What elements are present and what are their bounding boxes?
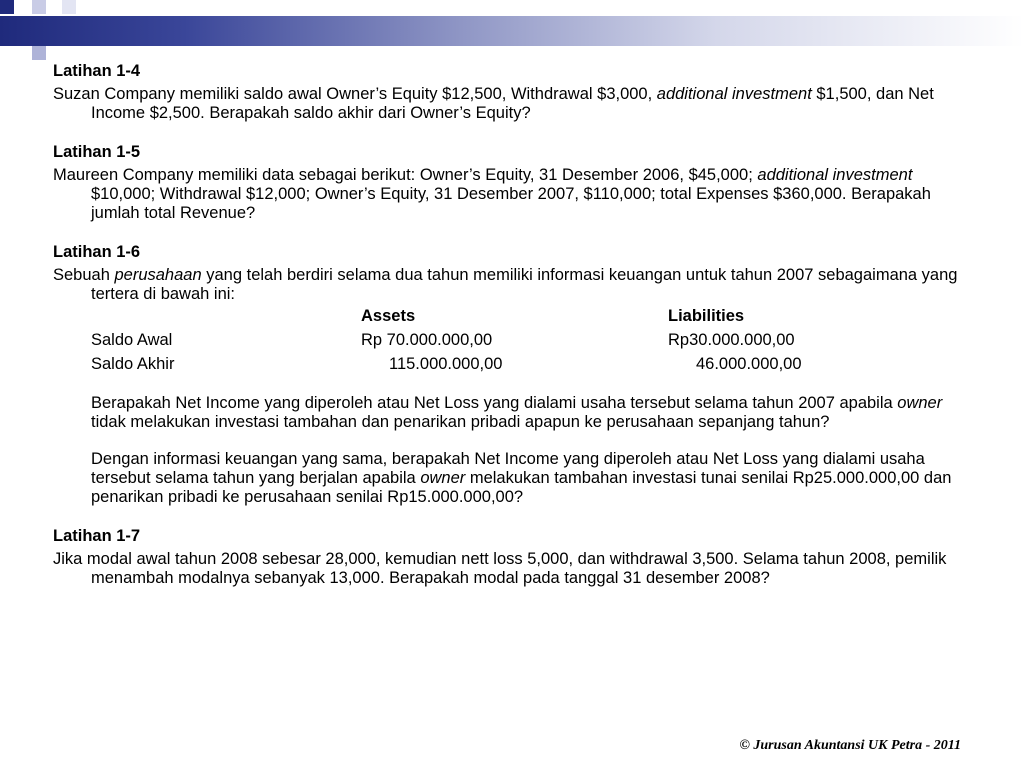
question-text	[53, 450, 963, 507]
text-part: Maureen Company memiliki data sebagai berikut: Owner’s Equity, 31 Desember 2006, $45,000;	[53, 166, 758, 184]
table-row	[91, 328, 868, 352]
header-gradient-bar	[0, 16, 1024, 46]
text-part: melakukan tambahan investasi tunai senilai Rp25.000.000,00 dan penarikan pribadi ke perusahaan senilai Rp15.000.000,00?	[91, 469, 952, 506]
column-header-liabilities: Liabilities	[668, 306, 745, 325]
text-part: tidak melakukan investasi tambahan dan penarikan pribadi apapun ke perusahaan sepanjang tahun?	[91, 413, 830, 431]
section-title: Latihan 1-5	[53, 143, 141, 161]
decor-square	[32, 46, 46, 60]
italic-term: owner	[420, 469, 466, 487]
question-text	[53, 394, 963, 432]
italic-term: perusahaan	[114, 266, 202, 284]
text-part: Sebuah	[53, 266, 115, 284]
decor-square	[0, 0, 14, 14]
table-row	[91, 352, 868, 376]
decor-square	[62, 0, 76, 14]
liabilities-value: Rp30.000.000,00	[668, 330, 795, 349]
table-header-row	[91, 304, 868, 328]
row-label: Saldo Akhir	[91, 354, 175, 373]
section-latihan-1-4	[53, 62, 963, 123]
slide-content	[53, 62, 963, 608]
text-part: Suzan Company memiliki saldo awal Owner’s Equity $12,500, Withdrawal $3,000,	[53, 85, 657, 103]
italic-term: additional investment	[757, 166, 913, 184]
column-header-assets: Assets	[361, 306, 416, 325]
text-part: $1,500, dan Net Income $2,500. Berapakah saldo akhir dari Owner’s Equity?	[91, 85, 934, 122]
financial-table	[91, 304, 868, 376]
liabilities-value: 46.000.000,00	[696, 354, 802, 373]
section-title: Latihan 1-6	[53, 243, 141, 261]
section-title: Latihan 1-4	[53, 62, 141, 80]
text-part: Berapakah Net Income yang diperoleh atau Net Loss yang dialami usaha tersebut selama tahun 2007 apabila	[91, 394, 898, 412]
decor-square	[32, 0, 46, 14]
section-text: Jika modal awal tahun 2008 sebesar 28,000, kemudian nett loss 5,000, dan withdrawal 3,500. Selama tahun 2008, pemilik menambah modalnya sebanyak 13,000. Berapakah modal pada tanggal 31 desember 2008?	[53, 550, 947, 587]
footer-copyright: © Jurusan Akuntansi UK Petra - 2011	[739, 738, 961, 753]
row-label: Saldo Awal	[91, 330, 173, 349]
assets-value: Rp 70.000.000,00	[361, 330, 493, 349]
section-text	[53, 166, 963, 223]
section-title: Latihan 1-7	[53, 527, 141, 545]
section-latihan-1-7	[53, 527, 963, 588]
assets-value: 115.000.000,00	[389, 354, 503, 373]
table-cell	[91, 304, 361, 328]
section-latihan-1-6	[53, 243, 963, 507]
text-part: $10,000; Withdrawal $12,000; Owner’s Equity, 31 Desember 2007, $110,000; total Expenses $360,000. Berapakah jumlah total Revenue?	[91, 185, 931, 222]
italic-term: owner	[897, 394, 943, 412]
text-part: Dengan informasi keuangan yang sama, berapakah Net Income yang diperoleh atau Net Loss yang dialami usaha tersebut selama tahun yang berjalan apabila	[91, 450, 925, 487]
section-text	[53, 85, 963, 123]
section-text	[53, 266, 963, 304]
italic-term: additional investment	[656, 85, 812, 103]
section-latihan-1-5	[53, 143, 963, 223]
text-part: yang telah berdiri selama dua tahun memiliki informasi keuangan untuk tahun 2007 sebagaimana yang tertera di bawah ini:	[91, 266, 958, 303]
